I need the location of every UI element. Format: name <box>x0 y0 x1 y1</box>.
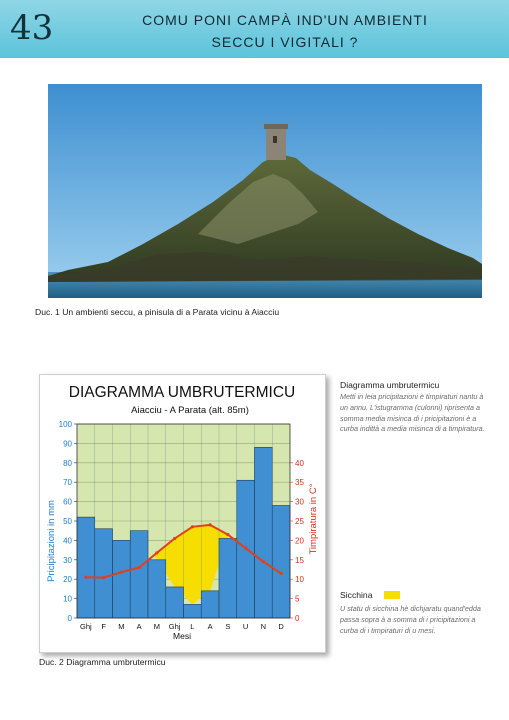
x-tick-label: Ghj <box>168 622 181 631</box>
y-tick-label: 40 <box>63 536 72 546</box>
x-tick-label: D <box>278 622 284 631</box>
y-tick-label: 10 <box>63 594 72 604</box>
temperature-point <box>226 533 229 536</box>
x-tick-label: M <box>153 622 160 631</box>
x-tick-label: L <box>190 622 195 631</box>
temperature-point <box>191 525 194 528</box>
x-tick-label: A <box>136 622 142 631</box>
page-number: 43 <box>10 8 54 48</box>
temperature-point <box>84 576 87 579</box>
precipitation-bar <box>130 531 148 618</box>
y2-tick-label: 35 <box>295 478 304 488</box>
y2-axis-label: Timpiratura in C° <box>308 483 319 555</box>
temperature-point <box>244 547 247 550</box>
y-tick-label: 20 <box>63 575 72 585</box>
temperature-point <box>280 572 283 575</box>
legend-text: Metti in leia pricipitazioni è timpiraturi nantu à un annu. L'istugramma (culonni) riprisenta a somma media misinca di i pricipitazioni è a curba indittà a media misinca di a timpiratura. <box>340 392 485 434</box>
y2-tick-label: 10 <box>295 575 304 585</box>
precipitation-bar <box>255 447 273 618</box>
x-tick-label: A <box>207 622 213 631</box>
precipitation-bar <box>272 505 290 618</box>
peninsula-photo <box>48 84 482 298</box>
legend-title: Diagramma umbrutermicu <box>340 380 440 390</box>
peninsula-image <box>48 84 482 298</box>
temperature-point <box>262 560 265 563</box>
precipitation-bar <box>113 540 131 618</box>
photo-caption: Duc. 1 Un ambienti seccu, a pinisula di a Parata vicinu à Aiacciu <box>35 307 280 317</box>
chart-subtitle: Aiacciu - A Parata (alt. 85m) <box>131 405 249 416</box>
chart-caption: Duc. 2 Diagramma umbrutermicu <box>39 657 166 667</box>
y-tick-label: 50 <box>63 517 72 526</box>
y2-tick-label: 0 <box>295 614 300 623</box>
temperature-point <box>173 537 176 540</box>
page-header <box>0 0 509 58</box>
y-tick-label: 0 <box>67 614 72 623</box>
precipitation-bar <box>201 591 219 618</box>
y2-tick-label: 5 <box>295 594 300 604</box>
chart-svg <box>40 375 325 652</box>
x-tick-label: F <box>101 622 106 631</box>
title-line-2: SECCU I VIGITALI ? <box>211 34 359 50</box>
temperature-point <box>138 566 141 569</box>
x-axis-label: Mesi <box>173 631 191 641</box>
drought-label: Sicchina <box>340 590 373 600</box>
drought-swatch <box>384 591 400 599</box>
plot-area <box>59 420 305 631</box>
y-tick-label: 60 <box>63 497 72 507</box>
y2-tick-label: 25 <box>295 517 304 526</box>
x-tick-label: N <box>260 622 267 631</box>
x-tick-label: M <box>118 622 125 631</box>
y-tick-label: 30 <box>63 555 72 565</box>
temperature-point <box>209 523 212 526</box>
precipitation-bar <box>166 587 184 618</box>
y-tick-label: 70 <box>63 478 72 488</box>
temperature-point <box>155 551 158 554</box>
precipitation-bar <box>77 517 95 618</box>
precipitation-bar <box>95 529 113 618</box>
ombrothermic-chart <box>39 374 326 653</box>
precipitation-bar <box>184 604 202 618</box>
title-line-1: COMU PONI CAMPÀ IND'UN AMBIENTI <box>142 12 428 28</box>
y-tick-label: 90 <box>63 439 72 449</box>
y-axis-label: Pricipitazioni in mm <box>46 500 57 582</box>
y-tick-label: 100 <box>58 420 72 429</box>
y-tick-label: 80 <box>63 458 72 468</box>
precipitation-bar <box>148 560 166 618</box>
temperature-point <box>102 576 105 579</box>
page-title <box>70 9 500 53</box>
precipitation-bar <box>219 538 237 618</box>
temperature-point <box>120 571 123 574</box>
y2-tick-label: 15 <box>295 555 304 565</box>
chart-title: DIAGRAMMA UMBRUTERMICU <box>68 384 296 401</box>
y2-tick-label: 40 <box>295 458 304 468</box>
x-tick-label: S <box>225 622 231 631</box>
x-tick-label: U <box>242 622 249 631</box>
y2-tick-label: 20 <box>295 536 304 546</box>
y2-tick-label: 30 <box>295 497 304 507</box>
drought-text: U statu di sicchina hè dichjaratu quand'edda passa sopra à a somma di i pricipitazioni a curba di i timpiraturi di u mesi. <box>340 604 481 635</box>
x-tick-label: Ghj <box>80 622 92 631</box>
